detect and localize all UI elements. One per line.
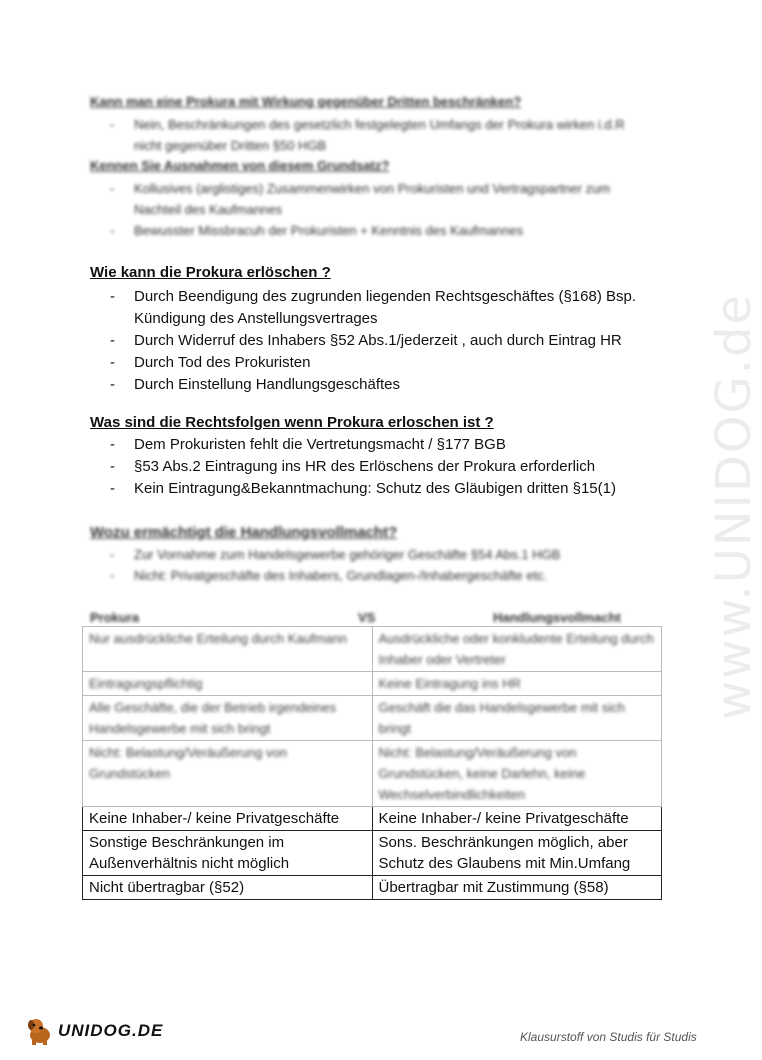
list-erloeschen xyxy=(108,286,648,396)
list-item: - Durch Tod des Prokuristen xyxy=(108,352,648,374)
table-cell: Alle Geschäfte, die der Betrieb irgendeines Handelsgewerbe mit sich bringt xyxy=(83,696,373,741)
answer-list-2 xyxy=(108,178,648,241)
list-item: - Nicht: Privatgeschäfte des Inhabers, Grundlagen-/Inhabergeschäfte etc. xyxy=(108,565,668,586)
table-row xyxy=(83,807,662,831)
header-handlungsvollmacht: Handlungsvollmacht xyxy=(493,610,621,625)
list-item: - Nein, Beschränkungen des gesetzlich festgelegten Umfangs der Prokura wirken i.d.R nicht gegenüber Dritten §50 HGB xyxy=(108,114,648,156)
table-cell: Eintragungspflichtig xyxy=(83,672,373,696)
watermark: www.UNIDOG.de xyxy=(706,292,762,720)
table-row xyxy=(83,831,662,876)
list-handlungsvollmacht xyxy=(108,544,668,586)
table-row xyxy=(83,741,662,807)
list-rechtsfolgen xyxy=(108,434,668,500)
table-cell: Keine Eintragung ins HR xyxy=(372,672,662,696)
header-prokura: Prokura xyxy=(90,610,140,625)
unidog-logo[interactable] xyxy=(24,1016,163,1046)
heading-rechtsfolgen: Was sind die Rechtsfolgen wenn Prokura erloschen ist ? xyxy=(90,414,494,431)
list-item: - Bewusster Missbracuh der Prokuristen + Kenntnis des Kaufmannes xyxy=(108,220,648,241)
table-cell: Nicht: Belastung/Veräußerung von Grundstücken, keine Darlehn, keine Wechselverbindlichkeiten xyxy=(372,741,662,807)
table-row xyxy=(83,672,662,696)
list-item: - Kollusives (arglistiges) Zusammenwirken von Prokuristen und Vertragspartner zum Nachteil des Kaufmannes xyxy=(108,178,648,220)
question-exceptions: Kennen Sie Ausnahmen von diesem Grundsatz? xyxy=(90,158,390,173)
list-item: - Kein Eintragung&Bekanntmachung: Schutz des Gläubigen dritten §15(1) xyxy=(108,478,668,500)
table-row xyxy=(83,696,662,741)
logo-text: UNIDOG.DE xyxy=(58,1021,164,1040)
list-item: - §53 Abs.2 Eintragung ins HR des Erlöschens der Prokura erforderlich xyxy=(108,456,668,478)
header-vs: VS xyxy=(358,610,376,625)
comparison-table xyxy=(82,626,662,900)
table-cell: Nicht übertragbar (§52) xyxy=(83,876,373,900)
footer-tagline: Klausurstoff von Studis für Studis xyxy=(520,1030,697,1044)
question-limit-prokura: Kann man eine Prokura mit Wirkung gegenüber Dritten beschränken? xyxy=(90,94,522,109)
table-cell: Keine Inhaber-/ keine Privatgeschäfte xyxy=(83,807,373,831)
table-cell: Übertragbar mit Zustimmung (§58) xyxy=(372,876,662,900)
table-cell: Sons. Beschränkungen möglich, aber Schutz des Glaubens mit Min.Umfang xyxy=(372,831,662,876)
dog-icon xyxy=(24,1016,56,1046)
list-item: - Durch Beendigung des zugrunden liegenden Rechtsgeschäftes (§168) Bsp. Kündigung des Anstellungsvertrages xyxy=(108,286,648,330)
list-item: - Zur Vornahme zum Handelsgewerbe gehöriger Geschäfte §54 Abs.1 HGB xyxy=(108,544,668,565)
heading-handlungsvollmacht: Wozu ermächtigt die Handlungsvollmacht? xyxy=(90,524,398,541)
table-cell: Ausdrückliche oder konkludente Erteilung durch Inhaber oder Vertreter xyxy=(372,627,662,672)
table-cell: Nicht: Belastung/Veräußerung von Grundstücken xyxy=(83,741,373,807)
list-item: - Durch Widerruf des Inhabers §52 Abs.1/jederzeit , auch durch Eintrag HR xyxy=(108,330,648,352)
list-item: - Dem Prokuristen fehlt die Vertretungsmacht / §177 BGB xyxy=(108,434,668,456)
answer-list-1 xyxy=(108,114,648,156)
table-row xyxy=(83,876,662,900)
table-cell: Keine Inhaber-/ keine Privatgeschäfte xyxy=(372,807,662,831)
heading-prokura-erloeschen: Wie kann die Prokura erlöschen ? xyxy=(90,264,331,281)
list-item: - Durch Einstellung Handlungsgeschäftes xyxy=(108,374,648,396)
table-row xyxy=(83,627,662,672)
table-cell: Sonstige Beschränkungen im Außenverhältnis nicht möglich xyxy=(83,831,373,876)
table-cell: Geschäft die das Handelsgewerbe mit sich bringt xyxy=(372,696,662,741)
table-cell: Nur ausdrückliche Erteilung durch Kaufmann xyxy=(83,627,373,672)
